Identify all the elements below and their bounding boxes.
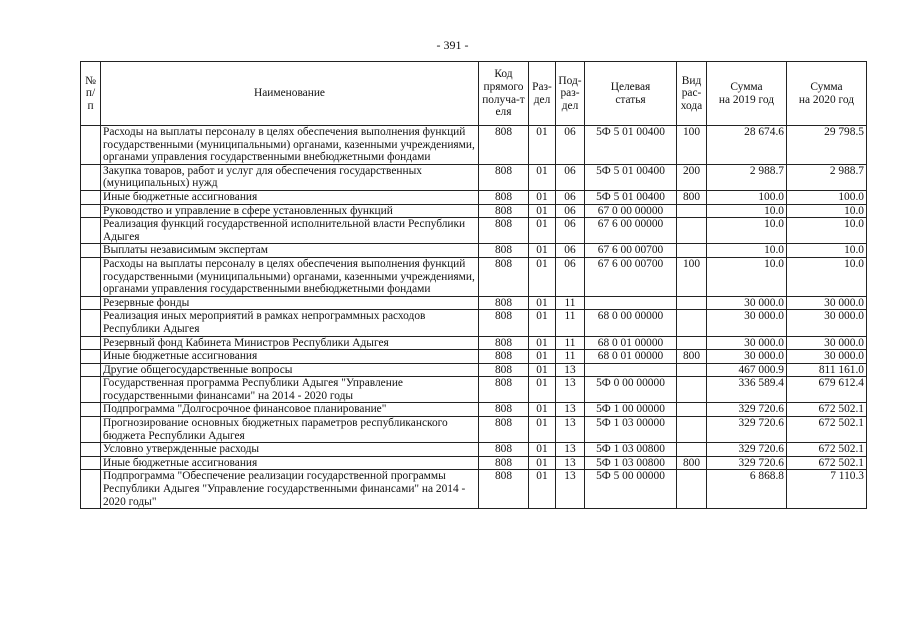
row-expense-type-cell [677,336,707,350]
row-expense-type-cell: 100 [677,257,707,296]
row-subsection-cell: 06 [556,164,585,190]
row-sum-2019-cell: 329 720.6 [707,403,787,417]
table-row [81,126,867,165]
row-number-cell [81,363,101,377]
row-subsection-cell: 11 [556,336,585,350]
row-subsection-cell: 13 [556,456,585,470]
row-section-cell: 01 [529,403,556,417]
row-number-cell [81,470,101,509]
row-subsection-cell: 13 [556,417,585,443]
row-name-cell: Иные бюджетные ассигнования [101,350,479,364]
row-article-cell: 67 6 00 00700 [585,257,677,296]
row-expense-type-cell: 800 [677,350,707,364]
row-number-cell [81,164,101,190]
row-code-cell: 808 [479,350,529,364]
row-sum-2020-cell: 672 502.1 [787,417,867,443]
row-article-cell: 68 0 01 00000 [585,336,677,350]
row-number-cell [81,218,101,244]
row-expense-type-cell [677,403,707,417]
row-expense-type-cell [677,310,707,336]
row-sum-2019-cell: 30 000.0 [707,310,787,336]
table-row [81,443,867,457]
row-subsection-cell: 11 [556,296,585,310]
table-row [81,470,867,509]
row-number-cell [81,417,101,443]
row-number-cell [81,377,101,403]
row-name-cell: Иные бюджетные ассигнования [101,456,479,470]
row-name-cell: Руководство и управление в сфере установленных функций [101,204,479,218]
table-row [81,257,867,296]
row-code-cell: 808 [479,456,529,470]
row-sum-2020-cell: 10.0 [787,218,867,244]
row-expense-type-cell [677,204,707,218]
header-expense-type: Вид рас- хода [677,62,707,126]
row-expense-type-cell: 800 [677,456,707,470]
header-code: Код прямого получа-т еля [479,62,529,126]
row-expense-type-cell [677,417,707,443]
row-subsection-cell: 06 [556,257,585,296]
table-row [81,218,867,244]
table-row [81,310,867,336]
row-sum-2020-cell: 10.0 [787,244,867,258]
row-sum-2019-cell: 30 000.0 [707,350,787,364]
row-sum-2020-cell: 679 612.4 [787,377,867,403]
row-subsection-cell: 13 [556,377,585,403]
row-article-cell: 5Ф 0 00 00000 [585,377,677,403]
row-name-cell: Расходы на выплаты персоналу в целях обеспечения выполнения функций государственными (муниципальными) органами, казенными учреждениями, органами управления государственными внебюджетными фондами [101,126,479,165]
row-code-cell: 808 [479,443,529,457]
row-section-cell: 01 [529,417,556,443]
row-code-cell: 808 [479,377,529,403]
row-number-cell [81,456,101,470]
header-sum-2020: Сумма на 2020 год [787,62,867,126]
row-code-cell: 808 [479,403,529,417]
row-sum-2019-cell: 10.0 [707,244,787,258]
row-subsection-cell: 11 [556,310,585,336]
row-sum-2020-cell: 672 502.1 [787,443,867,457]
row-expense-type-cell [677,218,707,244]
row-sum-2020-cell: 30 000.0 [787,296,867,310]
header-no: № п/п [81,62,101,126]
row-sum-2020-cell: 2 988.7 [787,164,867,190]
row-sum-2020-cell: 10.0 [787,204,867,218]
row-number-cell [81,336,101,350]
row-sum-2019-cell: 329 720.6 [707,456,787,470]
row-name-cell: Резервные фонды [101,296,479,310]
row-number-cell [81,204,101,218]
row-sum-2020-cell: 672 502.1 [787,403,867,417]
row-expense-type-cell [677,377,707,403]
row-section-cell: 01 [529,164,556,190]
table-row [81,456,867,470]
row-expense-type-cell [677,470,707,509]
row-subsection-cell: 06 [556,244,585,258]
row-code-cell: 808 [479,310,529,336]
row-code-cell: 808 [479,470,529,509]
row-name-cell: Закупка товаров, работ и услуг для обеспечения государственных (муниципальных) нужд [101,164,479,190]
row-name-cell: Прогнозирование основных бюджетных параметров республиканского бюджета Республики Адыгея [101,417,479,443]
row-name-cell: Государственная программа Республики Адыгея "Управление государственными финансами" на 2014 - 2020 годы [101,377,479,403]
row-subsection-cell: 06 [556,218,585,244]
row-code-cell: 808 [479,417,529,443]
row-code-cell: 808 [479,257,529,296]
table-row [81,296,867,310]
row-code-cell: 808 [479,244,529,258]
row-article-cell: 67 6 00 00700 [585,244,677,258]
row-number-cell [81,257,101,296]
row-name-cell: Расходы на выплаты персоналу в целях обеспечения выполнения функций государственными (муниципальными) органами, казенными учреждениями, органами управления государственными внебюджетными фондами [101,257,479,296]
row-name-cell: Условно утвержденные расходы [101,443,479,457]
row-sum-2020-cell: 811 161.0 [787,363,867,377]
table-row [81,403,867,417]
row-code-cell: 808 [479,296,529,310]
table-row [81,244,867,258]
row-name-cell: Подпрограмма "Обеспечение реализации государственной программы Республики Адыгея "Управление государственными финансами" на 2014 - 2020 годы" [101,470,479,509]
table-body [81,126,867,509]
row-sum-2019-cell: 329 720.6 [707,417,787,443]
row-expense-type-cell: 200 [677,164,707,190]
row-name-cell: Иные бюджетные ассигнования [101,190,479,204]
row-sum-2019-cell: 10.0 [707,218,787,244]
table-row [81,350,867,364]
row-article-cell: 5Ф 5 01 00400 [585,190,677,204]
row-article-cell: 5Ф 1 03 00000 [585,417,677,443]
row-sum-2019-cell: 467 000.9 [707,363,787,377]
row-article-cell: 5Ф 1 03 00800 [585,443,677,457]
row-sum-2019-cell: 100.0 [707,190,787,204]
table-row [81,204,867,218]
row-section-cell: 01 [529,310,556,336]
row-article-cell: 67 6 00 00000 [585,218,677,244]
row-sum-2020-cell: 29 798.5 [787,126,867,165]
row-subsection-cell: 06 [556,126,585,165]
header-name: Наименование [101,62,479,126]
row-number-cell [81,443,101,457]
row-number-cell [81,350,101,364]
row-subsection-cell: 13 [556,470,585,509]
header-sum-2019: Сумма на 2019 год [707,62,787,126]
row-number-cell [81,126,101,165]
row-number-cell [81,403,101,417]
row-sum-2019-cell: 2 988.7 [707,164,787,190]
row-section-cell: 01 [529,257,556,296]
row-section-cell: 01 [529,296,556,310]
row-article-cell: 67 0 00 00000 [585,204,677,218]
table-row [81,417,867,443]
row-number-cell [81,244,101,258]
row-name-cell: Выплаты независимым экспертам [101,244,479,258]
row-article-cell: 68 0 01 00000 [585,350,677,364]
row-article-cell: 5Ф 5 01 00400 [585,126,677,165]
row-article-cell: 68 0 00 00000 [585,310,677,336]
row-article-cell: 5Ф 1 03 00800 [585,456,677,470]
row-section-cell: 01 [529,204,556,218]
row-section-cell: 01 [529,218,556,244]
row-expense-type-cell: 800 [677,190,707,204]
table-row [81,377,867,403]
row-sum-2020-cell: 30 000.0 [787,310,867,336]
row-sum-2019-cell: 336 589.4 [707,377,787,403]
row-number-cell [81,296,101,310]
row-name-cell: Резервный фонд Кабинета Министров Республики Адыгея [101,336,479,350]
row-section-cell: 01 [529,336,556,350]
row-section-cell: 01 [529,443,556,457]
table-row [81,164,867,190]
budget-table [80,61,867,509]
page-number: - 391 - [436,38,469,52]
row-sum-2020-cell: 672 502.1 [787,456,867,470]
row-sum-2019-cell: 329 720.6 [707,443,787,457]
row-subsection-cell: 06 [556,204,585,218]
row-section-cell: 01 [529,456,556,470]
header-section: Раз- дел [529,62,556,126]
row-subsection-cell: 13 [556,443,585,457]
row-name-cell: Другие общегосударственные вопросы [101,363,479,377]
row-code-cell: 808 [479,126,529,165]
row-code-cell: 808 [479,218,529,244]
row-sum-2020-cell: 10.0 [787,257,867,296]
row-subsection-cell: 13 [556,363,585,377]
table-row [81,190,867,204]
row-sum-2020-cell: 7 110.3 [787,470,867,509]
row-code-cell: 808 [479,204,529,218]
row-name-cell: Реализация иных мероприятий в рамках непрограммных расходов Республики Адыгея [101,310,479,336]
row-section-cell: 01 [529,350,556,364]
row-sum-2019-cell: 30 000.0 [707,296,787,310]
row-sum-2020-cell: 30 000.0 [787,350,867,364]
row-section-cell: 01 [529,470,556,509]
header-subsection: Под- раз- дел [556,62,585,126]
row-sum-2019-cell: 10.0 [707,204,787,218]
row-name-cell: Подпрограмма "Долгосрочное финансовое планирование" [101,403,479,417]
row-section-cell: 01 [529,126,556,165]
table-row [81,336,867,350]
row-code-cell: 808 [479,164,529,190]
row-name-cell: Реализация функций государственной исполнительной власти Республики Адыгея [101,218,479,244]
row-article-cell [585,363,677,377]
row-expense-type-cell [677,443,707,457]
row-number-cell [81,310,101,336]
row-sum-2019-cell: 28 674.6 [707,126,787,165]
row-section-cell: 01 [529,377,556,403]
row-code-cell: 808 [479,363,529,377]
row-article-cell: 5Ф 1 00 00000 [585,403,677,417]
row-sum-2020-cell: 100.0 [787,190,867,204]
row-expense-type-cell: 100 [677,126,707,165]
row-code-cell: 808 [479,336,529,350]
row-expense-type-cell [677,296,707,310]
row-subsection-cell: 11 [556,350,585,364]
row-subsection-cell: 13 [556,403,585,417]
row-subsection-cell: 06 [556,190,585,204]
row-sum-2020-cell: 30 000.0 [787,336,867,350]
row-article-cell [585,296,677,310]
row-code-cell: 808 [479,190,529,204]
row-expense-type-cell [677,244,707,258]
header-article: Целевая статья [585,62,677,126]
row-sum-2019-cell: 10.0 [707,257,787,296]
row-section-cell: 01 [529,190,556,204]
row-sum-2019-cell: 30 000.0 [707,336,787,350]
table-header-row [81,62,867,126]
row-expense-type-cell [677,363,707,377]
row-article-cell: 5Ф 5 01 00400 [585,164,677,190]
row-section-cell: 01 [529,244,556,258]
row-sum-2019-cell: 6 868.8 [707,470,787,509]
row-number-cell [81,190,101,204]
row-section-cell: 01 [529,363,556,377]
table-row [81,363,867,377]
row-article-cell: 5Ф 5 00 00000 [585,470,677,509]
